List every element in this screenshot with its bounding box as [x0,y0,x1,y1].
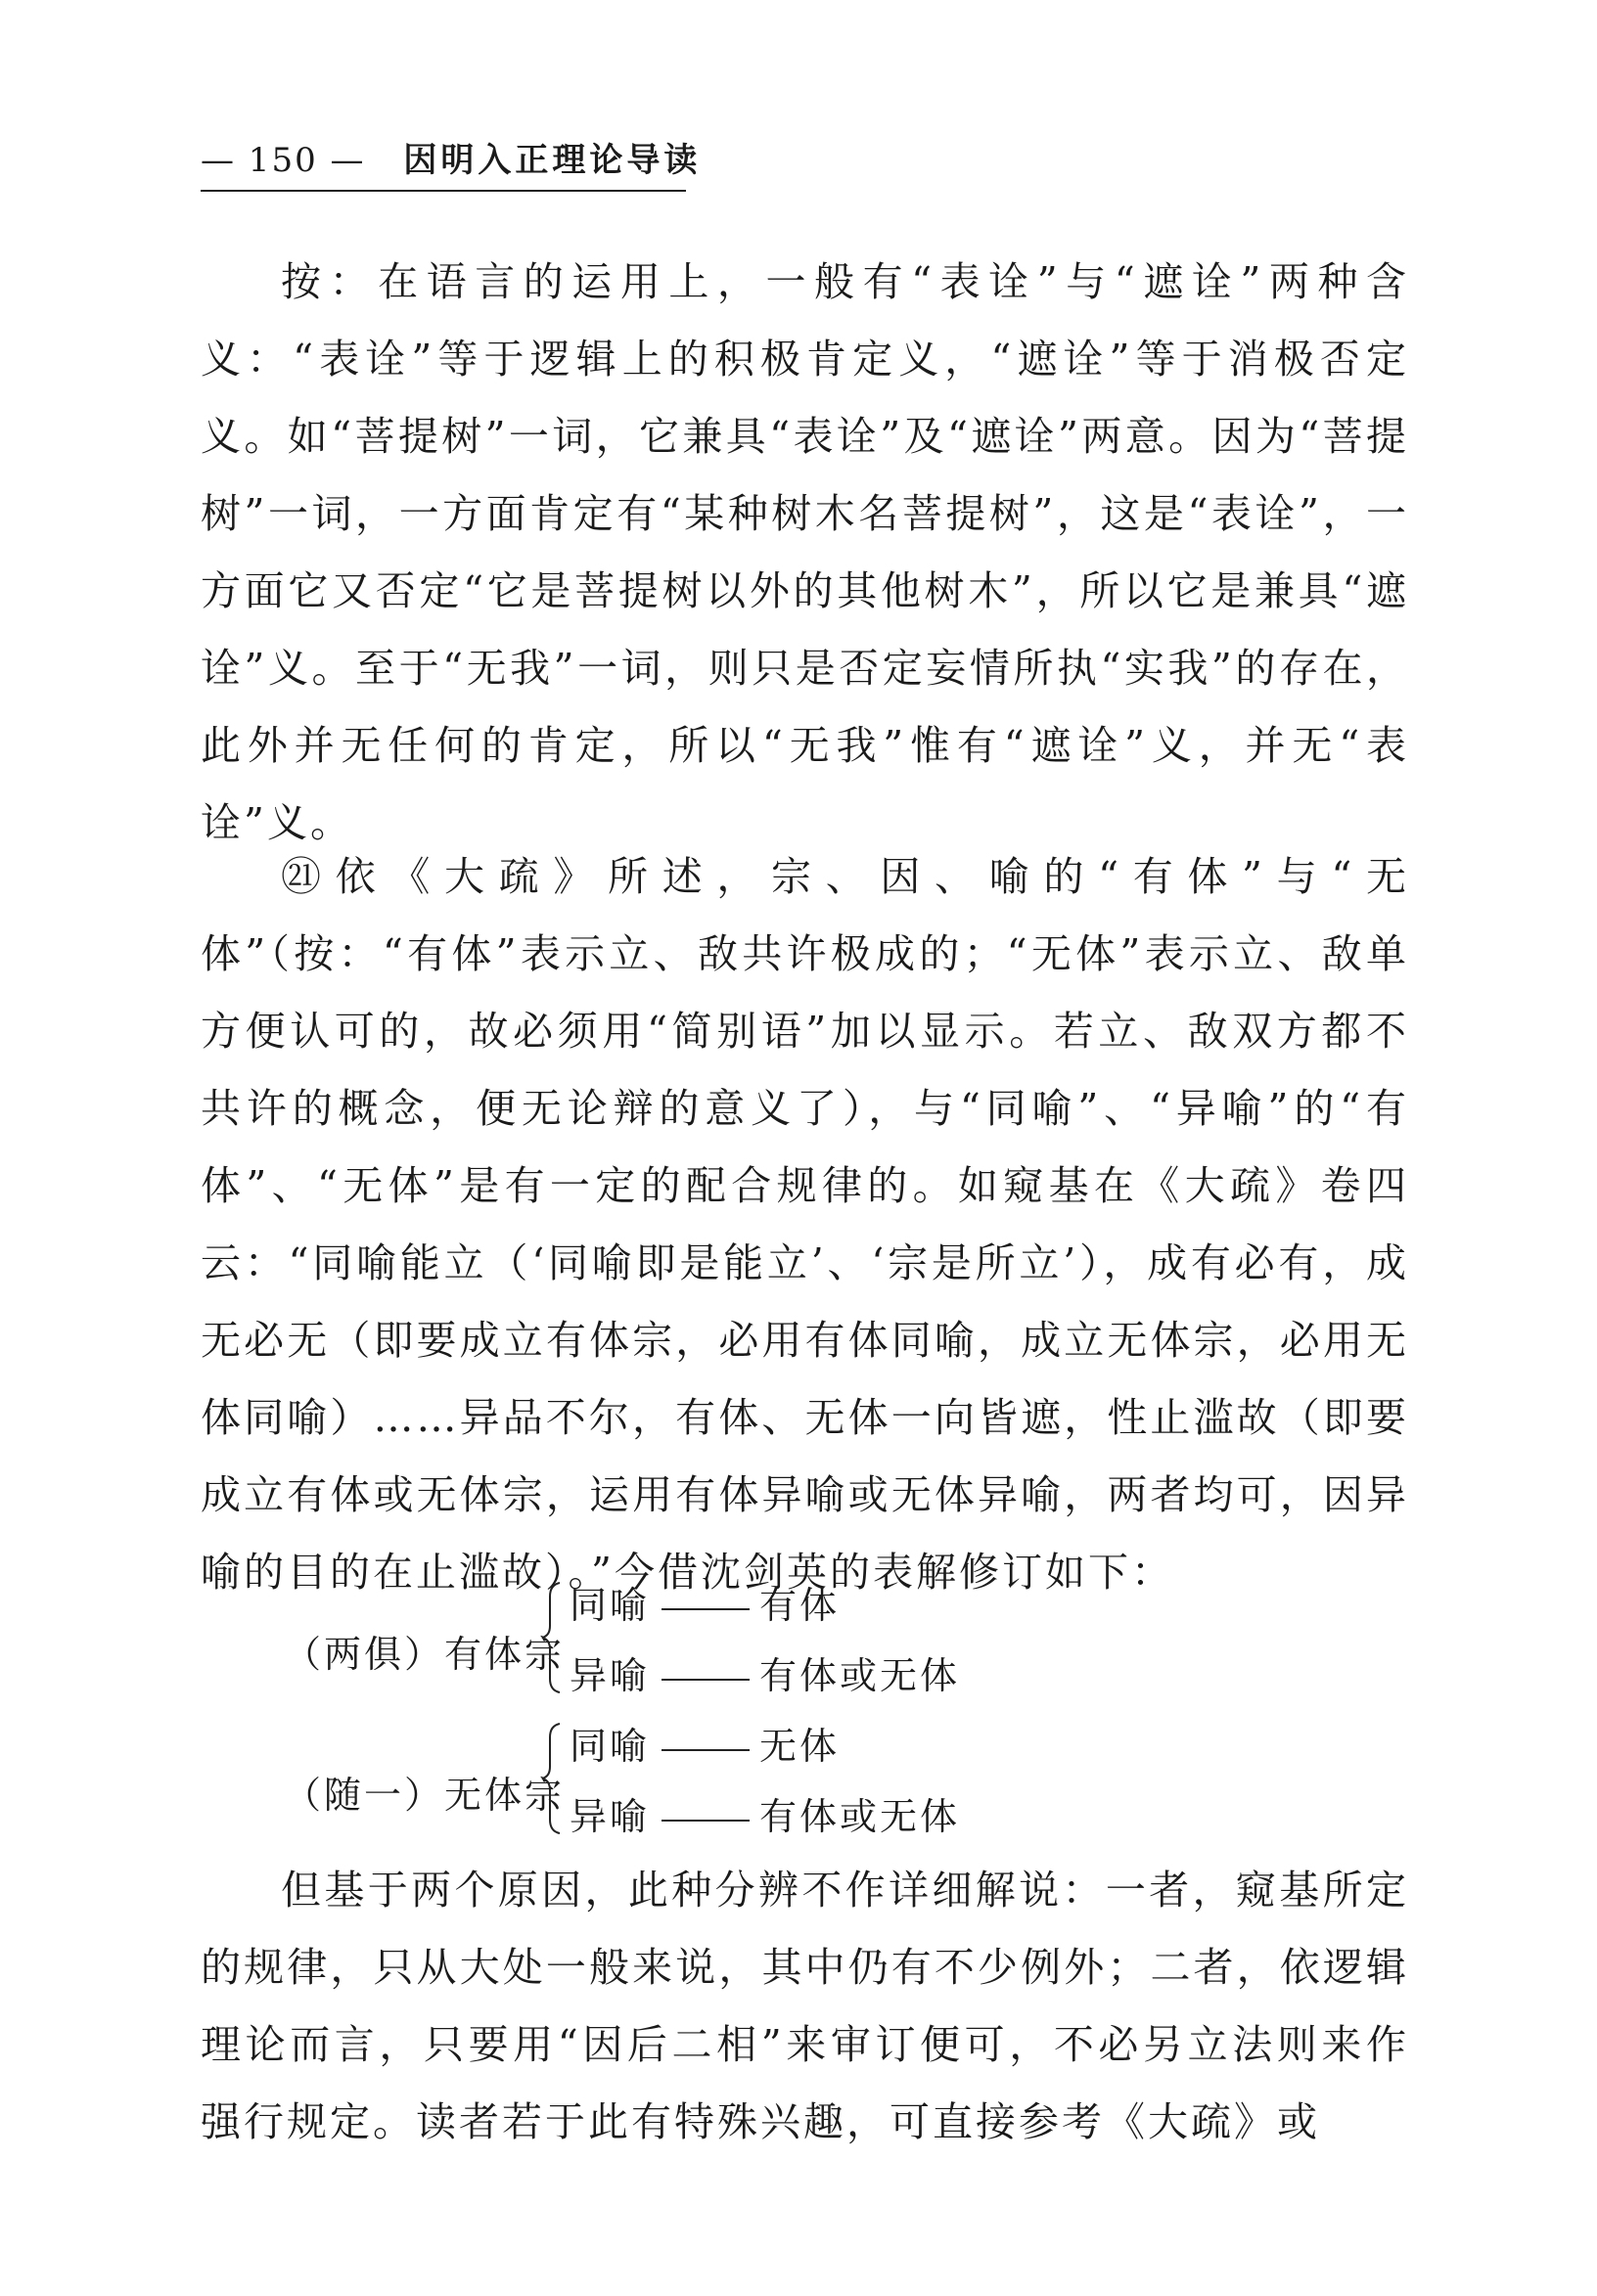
paragraph-note-biaoquan-zhequan: 按：在语言的运用上，一般有“表诠”与“遮诠”两种含义：“表诠”等于逻辑上的积极肯定义，“遮诠”等于消极否定义。如“菩提树”一词，它兼具“表诠”及“遮诠”两意。因为“菩提树”一词，一方面肯定有“某种树木名菩提树”，这是“表诠”，一方面它又否定“它是菩提树以外的其他树木”，所以它是兼具“遮诠”义。至于“无我”一词，则只是否定妄情所执“实我”的存在，此外并无任何的肯定，所以“无我”惟有“遮诠”义，并无“表诠”义。 [201,258,1409,846]
table-entry [570,1716,840,1770]
table-entry [570,1786,960,1840]
table-entry [570,1645,960,1699]
dash-line [662,1679,750,1681]
table-group-label: （两俱）有体宗 [284,1633,566,1676]
entry-value: 有体或无体 [759,1654,961,1697]
paragraph-note-61: ㉑依《大疏》所述，宗、因、喻的“有体”与“无体”（按：“有体”表示立、敌共许极成的；“无体”表示立、敌单方便认可的，故必须用“简别语”加以显示。若立、敌双方都不共许的概念，便无论辩的意义了），与“同喻”、“异喻”的“有体”、“无体”是有一定的配合规律的。如窥基在《大疏》卷四云：“同喻能立（‘同喻即是能立’、‘宗是所立’），成有必有，成无必无（即要成立有体宗，必用有体同喻，成立无体宗，必用无体同喻）……异品不尔，有体、无体一向皆遮，性止滥故（即要成立有体或无体宗，运用有体异喻或无体异喻，两者均可，因异喻的目的在止滥故）。”今借沈剑英的表解修订如下： [201,853,1409,1596]
entry-value: 无体 [759,1725,841,1768]
entry-value: 有体或无体 [759,1795,961,1838]
entry-key: 异喻 [570,1654,651,1697]
table-group-wuti [284,1716,988,1843]
page-header [201,137,702,192]
brace-icon [540,1581,564,1694]
table-group-youti [284,1575,988,1702]
entry-key: 同喻 [570,1725,651,1768]
paragraph-conclusion: 但基于两个原因，此种分辨不作详细解说：一者，窥基所定的规律，只从大处一般来说，其中仍有不少例外；二者，依逻辑理论而言，只要用“因后二相”来审订便可，不必另立法则来作强行规定。读者若于此有特殊兴趣，可直接参考《大疏》或 [201,1867,1409,2145]
table-entry [570,1575,840,1629]
table-group-label: （随一）无体宗 [284,1774,566,1817]
dash-line [662,1749,750,1751]
dash-line [662,1608,750,1610]
brace-icon [540,1722,564,1835]
book-title: 因明入正理论导读 [403,141,702,180]
page-number: — 150 — [201,141,366,180]
entry-key: 异喻 [570,1795,651,1838]
entry-value: 有体 [759,1584,841,1627]
entry-key: 同喻 [570,1584,651,1627]
dash-line [662,1820,750,1822]
